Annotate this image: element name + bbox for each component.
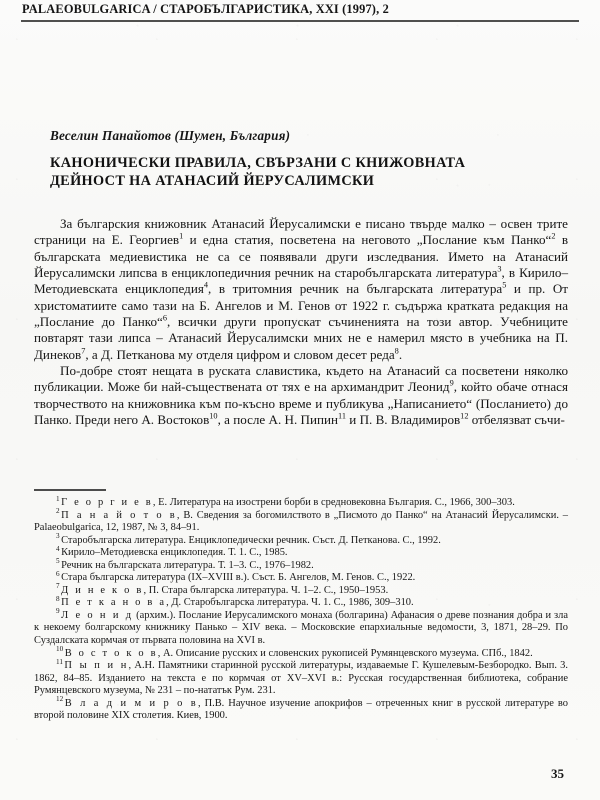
author-byline: Веселин Панайотов (Шумен, България) bbox=[50, 128, 291, 143]
footnote-ref-7[interactable]: 7 bbox=[81, 346, 86, 356]
footnote-ref-2[interactable]: 2 bbox=[551, 231, 556, 241]
footnote-text: Кирило–Методиевска енциклопедия. Т. 1. С., 1985. bbox=[61, 547, 288, 559]
header-rule bbox=[21, 20, 579, 22]
footnote-text: Стара българска литература (IX–XVIII в.). Съст. Б. Ангелов, М. Генов. С., 1922. bbox=[61, 572, 416, 584]
body-text-run: , а Д. Петканова му отделя цифром и словом десет реда bbox=[85, 346, 395, 362]
footnote-number[interactable]: 1 bbox=[56, 494, 60, 503]
body-text-run: По-добре стоят нещата в руската славистика, където на Атанасий са посветени няколко публикации. Може би най-съществената от тях е на архимандрит Леонид bbox=[34, 363, 568, 395]
footnote-item bbox=[34, 607, 568, 648]
footnote-text: , А. Описание русских и словенских рукописей Румянцевского музеума. СПб., 1842. bbox=[157, 647, 533, 659]
footnote-author-name: Г е о р г и е в bbox=[61, 497, 153, 508]
footnote-item bbox=[34, 569, 568, 585]
body-text-run: , който обаче отнася творчеството на книжовника към по-късно време и публикува „Написанието“ (Посланието) до Панко. Преди него А. Востоков bbox=[34, 379, 568, 428]
footnote-number[interactable]: 6 bbox=[56, 569, 60, 578]
footnote-author-name: П ы п и н bbox=[64, 660, 129, 672]
body-text-run: и една статия, посветена на неговото „Послание към Панко“ bbox=[183, 232, 552, 248]
footnote-text: Старобългарска литература. Енциклопедически речник. Съст. Д. Петканова. С., 1992. bbox=[61, 534, 441, 546]
running-head: PALAEOBULGARICA / СТАРОБЪЛГАРИСТИКА, XXI (1997), 2 bbox=[22, 2, 389, 16]
footnote-text: , П.В. Научное изучение апокрифов – отреченных книг в русской литературе во второй половине XIX столетия. Киев, 1900. bbox=[34, 697, 569, 722]
body-text-run: , в Кирило–Методиевската енциклопедия bbox=[34, 265, 568, 297]
body-text-run: , в тритомния речник на българската литература bbox=[208, 281, 503, 297]
footnote-ref-10[interactable]: 10 bbox=[209, 411, 218, 421]
body-text-run: , всички други пропускат съчиненията на този автор. Учебниците повтарят тази липса – Атанасий Йерусалимски мних не е намерил място в учебника на П. Динеков bbox=[34, 314, 568, 362]
footnote-author-name: Л е о н и д bbox=[61, 609, 134, 621]
body-text bbox=[34, 216, 568, 428]
footnote-number[interactable]: 4 bbox=[56, 544, 60, 553]
article-title bbox=[50, 155, 550, 190]
footnote-ref-4[interactable]: 4 bbox=[203, 281, 209, 291]
footnote-item bbox=[34, 657, 569, 698]
article-title-line-1: КАНОНИЧЕСКИ ПРАВИЛА, СВЪРЗАНИ С КНИЖОВНАТА bbox=[50, 155, 466, 171]
footnote-ref-1[interactable]: 1 bbox=[179, 231, 184, 241]
footnote-text: , Е. Литература на изострени борби в средновековна България. С., 1966, 300–303. bbox=[152, 497, 515, 508]
footnote-author-name: П а н а й о т о в bbox=[61, 509, 177, 521]
footnote-item bbox=[34, 582, 568, 598]
footnote-item bbox=[34, 532, 568, 548]
article-title-line-2: ДЕЙНОСТ НА АТАНАСИЙ ЙЕРУСАЛИМСКИ bbox=[50, 172, 375, 189]
footnote-number[interactable]: 8 bbox=[56, 594, 60, 603]
footnote-item bbox=[34, 544, 568, 560]
footnote-ref-8[interactable]: 8 bbox=[394, 346, 399, 356]
footnote-number[interactable]: 7 bbox=[56, 582, 60, 591]
body-paragraph-2 bbox=[34, 363, 568, 428]
footnote-item bbox=[34, 494, 568, 510]
body-text-run: отбелязват съчи- bbox=[468, 412, 565, 428]
footnote-text: Речник на българската литература. Т. 1–3. С., 1976–1982. bbox=[61, 559, 314, 571]
footnote-text: , П. Стара българска литература. Ч. 1–2. С., 1950–1953. bbox=[143, 584, 389, 596]
footnote-author-name: П е т к а н о в а bbox=[61, 597, 167, 609]
footnote-text: , В. Сведения за богомилството в „Писмото до Панко“ на Атанасий Йерусалимски. – Palaeobulgarica, 12, 1987, № 3, 84–91. bbox=[34, 509, 568, 534]
body-text-run: За българския книжовник Атанасий Йерусалимски е писано твърде малко – освен трите страници на Е. Георгиев bbox=[34, 216, 568, 248]
page-number: 35 bbox=[551, 766, 564, 781]
footnote-item bbox=[34, 557, 568, 573]
footnote-number[interactable]: 3 bbox=[56, 532, 60, 541]
footnote-text: , А.Н. Памятники старинной русской литературы, издаваемые Г. Кушелевым-Безбородко. Вып. 3. 1862, 84–85. Изданието на текста е по кормчая от XV–XVI в.: Русская государственная библиотека, собрание Румянцевского музеума, № 231 – по-нататък Рум. 231. bbox=[34, 660, 569, 697]
footnote-ref-6[interactable]: 6 bbox=[162, 313, 168, 323]
footnote-number[interactable]: 5 bbox=[56, 557, 60, 566]
footnote-list bbox=[34, 494, 569, 723]
body-text-run: и пр. От христоматиите само тази на Б. Ангелов и М. Генов от 1922 г. съдържа кратката редакция на „Послание до Панко“ bbox=[34, 281, 569, 330]
footnote-number[interactable]: 12 bbox=[56, 695, 64, 704]
body-text-run: в българската медиевистика не са се появявали други изследвания. Името на Атанасий Йерусалимски липсва в енциклопедичния речник на старобългарската литература bbox=[34, 232, 568, 281]
footnote-author-name: В о с т о к о в bbox=[64, 647, 158, 659]
body-paragraph-1 bbox=[34, 216, 568, 363]
footnote-ref-9[interactable]: 9 bbox=[449, 379, 454, 389]
footnote-item bbox=[34, 695, 569, 723]
footnote-ref-3[interactable]: 3 bbox=[497, 264, 502, 274]
footnote-ref-5[interactable]: 5 bbox=[502, 281, 507, 291]
footnote-item bbox=[34, 507, 568, 535]
footnote-number[interactable]: 2 bbox=[56, 507, 60, 516]
body-text-run: . bbox=[398, 346, 403, 362]
body-text-run: , а после А. Н. Пипин bbox=[217, 412, 339, 428]
footnote-item bbox=[34, 594, 568, 610]
footnote-ref-12[interactable]: 12 bbox=[460, 411, 469, 421]
footnote-number[interactable]: 9 bbox=[56, 607, 60, 616]
footnote-number[interactable]: 10 bbox=[56, 645, 64, 654]
footnote-text: (архим.). Послание Иерусалимского монаха (болгарина) Афанасия о древе познания добра и зла к некоему болгарскому книжнику Панько – XIV века. – Московские епархиальные ведомости, 3, 1871, 28–29. По Суздалската кормчая от първата половина на XVI в. bbox=[34, 609, 568, 647]
footnote-text: , Д. Старобългарска литература. Ч. 1. С., 1986, 309–310. bbox=[166, 597, 414, 609]
footnote-ref-11[interactable]: 11 bbox=[338, 411, 347, 421]
footnote-number[interactable]: 11 bbox=[56, 657, 63, 666]
footnote-author-name: В л а д и м и р о в bbox=[64, 697, 198, 709]
body-text-run: и П. В. Владимиров bbox=[346, 412, 461, 428]
footnote-author-name: Д и н е к о в bbox=[61, 584, 144, 596]
footnote-separator-rule bbox=[34, 489, 106, 491]
footnote-item bbox=[34, 645, 568, 661]
